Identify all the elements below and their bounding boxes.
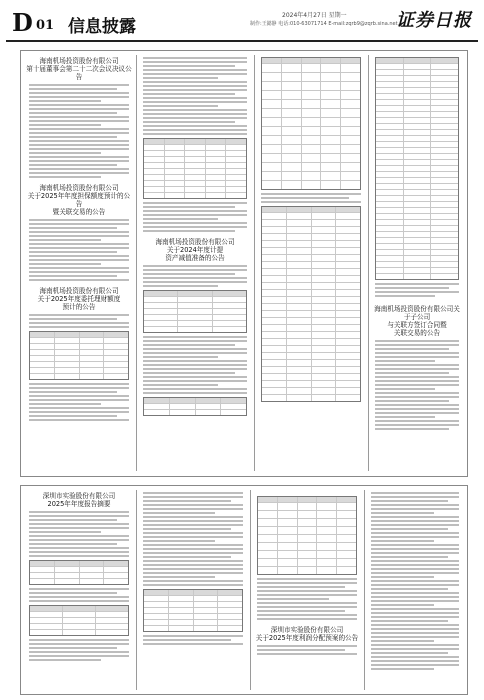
- column-middle: [139, 55, 251, 471]
- section-number: 01: [36, 18, 55, 33]
- column-middle-left: [139, 490, 247, 690]
- notice-title-cont: 预计的公告: [62, 303, 96, 311]
- notice-title: 第十届董事会第二十二次会议决议公告: [26, 65, 132, 81]
- data-table: [143, 138, 247, 199]
- section-letter: D: [12, 8, 33, 37]
- body-text: [257, 578, 357, 620]
- data-table: [261, 57, 361, 190]
- body-text: [29, 383, 129, 421]
- body-text: [29, 84, 129, 178]
- body-text: [29, 639, 129, 661]
- body-text: [143, 635, 243, 645]
- body-text: [143, 57, 247, 135]
- company-name: 海南机场投资股份有限公司: [39, 184, 119, 192]
- data-table: [261, 206, 361, 402]
- notice-title-cont: 资产减值准备的公告: [165, 254, 225, 262]
- body-text: [143, 202, 247, 232]
- column-divider: [136, 55, 137, 471]
- body-text: [29, 314, 129, 328]
- column-divider: [250, 490, 251, 690]
- data-table: [29, 560, 129, 585]
- notice-header: [25, 184, 133, 216]
- section-title: 信息披露: [68, 17, 136, 37]
- data-table: [143, 397, 247, 416]
- data-table: [29, 331, 129, 380]
- notice-title: 与关联方签订合同暨: [387, 321, 447, 329]
- body-text: [261, 193, 361, 203]
- notice-title: 关于2025年度利润分配预案的公告: [255, 634, 359, 642]
- body-text: [375, 283, 459, 297]
- masthead-logo: 证券日报: [396, 10, 472, 31]
- notice-header: [139, 238, 251, 262]
- body-text: [375, 340, 459, 430]
- company-name: 海南机场投资股份有限公司: [39, 57, 119, 65]
- notice-title: 关于2025年度委托理财额度: [37, 295, 121, 303]
- notice-title-cont: 暨关联交易的公告: [52, 208, 106, 216]
- top-notice-panel: [20, 50, 468, 477]
- column-table: [257, 55, 365, 471]
- column-right: [371, 55, 463, 471]
- column-divider: [254, 55, 255, 471]
- body-text: [143, 336, 247, 394]
- date-line: 2024年4月27日 星期一: [282, 12, 347, 19]
- company-name: 海南机场投资股份有限公司关于子公司: [374, 305, 460, 321]
- data-table: [29, 605, 129, 636]
- notice-header: [25, 287, 133, 311]
- column-right: [367, 490, 463, 690]
- column-divider: [136, 490, 137, 690]
- body-text: [143, 492, 243, 586]
- notice-title: 2025年年度报告摘要: [47, 500, 111, 508]
- data-table: [143, 290, 247, 333]
- data-table: [143, 589, 243, 632]
- contact-line: 制作:王懿静 电话:010-63071714 E-mail:zqrb9@zqrb.sina.net: [250, 21, 398, 27]
- body-text: [29, 511, 129, 557]
- notice-title: 关于2024年度计提: [166, 246, 224, 254]
- notice-header: [371, 305, 463, 337]
- company-name: 深圳市实验股份有限公司: [42, 492, 116, 500]
- body-text: [29, 588, 129, 602]
- body-text: [143, 265, 247, 287]
- body-text: [257, 645, 357, 655]
- notice-header: [25, 57, 133, 81]
- body-text: [371, 492, 459, 670]
- column-left: [25, 490, 133, 690]
- company-name: 海南机场投资股份有限公司: [155, 238, 235, 246]
- page-header: [6, 6, 478, 42]
- body-text: [29, 219, 129, 281]
- data-table: [257, 496, 357, 575]
- bottom-notice-panel: [20, 485, 468, 695]
- notice-title-cont: 关联交易的公告: [393, 329, 441, 337]
- company-name: 深圳市实验股份有限公司: [270, 626, 344, 634]
- column-middle: [253, 490, 361, 690]
- notice-title: 关于2025年年度担保额度预计的公告: [27, 192, 131, 208]
- notice-header: [253, 626, 361, 642]
- company-name: 海南机场投资股份有限公司: [39, 287, 119, 295]
- notice-header: [25, 492, 133, 508]
- column-divider: [364, 490, 365, 690]
- column-left: [25, 55, 133, 471]
- data-table: [375, 57, 459, 280]
- column-divider: [368, 55, 369, 471]
